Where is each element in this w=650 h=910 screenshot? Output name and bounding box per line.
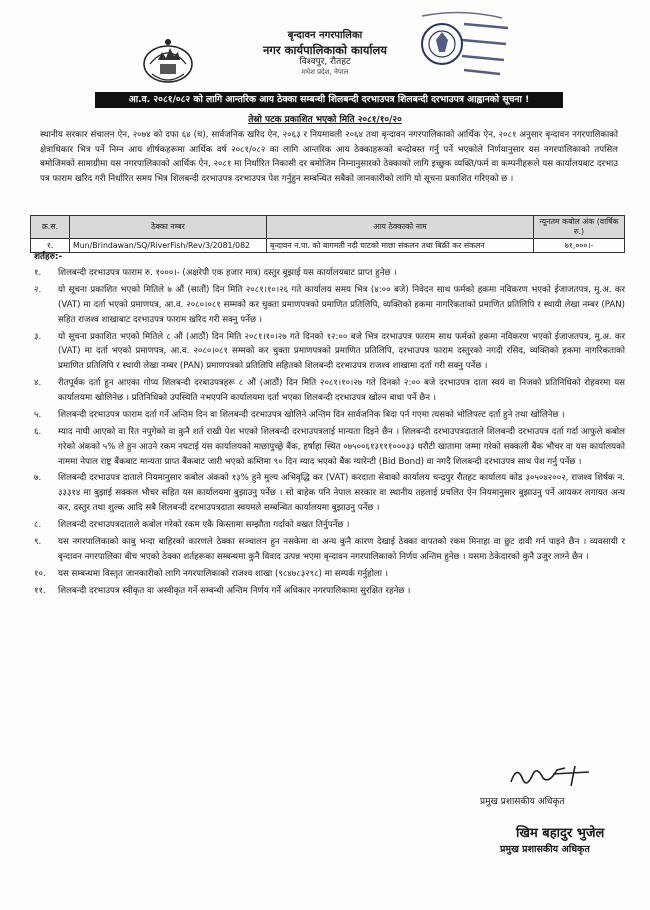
office-province: मधेश प्रदेश, नेपाल: [301, 68, 349, 77]
col-income-name: आय ठेक्काको नाम: [267, 216, 534, 239]
officer-name-stamp: खिम बहादुर भुजेल: [516, 826, 605, 841]
handwritten-signature-icon: [505, 760, 595, 790]
list-item: ९. यस नगरपालिकाको काबु भन्दा बाहिरको कारणले ठेक्का सञ्चालन हुन नसकेमा वा अन्य कुनै कारण देखाई ठेक्का वापतको रकम मिनाहा वा छुट दावी गर्न पाइने छैन । व्यवसायी र बृन्दावन नगरपालिका बीच भएको ठेक्का शर्तहरूका सम्बन्धमा कुनै विवाद उत्पन्न भएमा बृन्दावन नगरपालिकाको निर्णय अन्तिम हुनेछ । यसमा ठेकेदारको कुनै उजुर लाग्ने छैन ।: [34, 537, 625, 562]
table-row: [31, 239, 625, 253]
cell-sn: १.: [31, 239, 70, 253]
table-header-row: [31, 216, 625, 239]
list-item: १०. यस सम्बन्धमा विस्तृत जानकारीको लागि नगरपालिकाको राजश्व शाखा (९८४७८३२९८) मा सम्पर्क गर्नुहोला ।: [34, 568, 388, 579]
list-item: ८. शिलबन्दी दरभाउपत्रदाताले कबोल गरेको रकम एकै किस्तामा सम्झौता गर्दाको वखत तिर्नुपर्नेछ ।: [34, 520, 350, 531]
list-item: ३. यो सूचना प्रकाशित भएको मितिले ८ औं (आठौं) दिन मिति २०८१।१०।२७ गते दिनको १२:०० बजे भित्र दरभाउपत्र फाराम साथ फर्मको हकमा नविकरण भएको ईजाजतपत्र, मु.अ. कर (VAT) मा दर्ता भएको प्रमाणपत्र, आ.व. २०८०।०८१ सम्मको कर चुक्ता प्रमाणपत्रको प्रमाणित प्रतिलिपि, दरभाउपत्र फाराम दस्तुरको नगदी रसिद, व्यक्तिको हकमा नागरिकताको प्रमाणित प्रतिलिपि र स्थायी लेखा नम्बर (PAN) प्रमाणपत्रको प्रतिलिपि सहितको शिलबन्दी दरभाउपत्र राजश्व शाखामा दर्ता गरी सक्नु पर्नेछ ।: [34, 331, 625, 372]
col-tender-number: ठेक्का नम्बर: [70, 216, 267, 239]
notice-subtitle: तेस्रो पटक प्रकाशित भएको मिति २०८१/१०/२०: [248, 115, 402, 125]
terms-heading: शर्तहरु:-: [34, 252, 63, 262]
intro-paragraph: स्थानीय सरकार संचालन ऐन, २०७४ को दफा ६४ (च), सार्वजनिक खरिद ऐन, २०६३ र नियमावली २०६४ तथा बृन्दावन नगरपालिकाको आर्थिक ऐन, २०८१ अनुसार बृन्दावन नगरपालिकाको क्षेत्राधिकार भित्र पर्ने निम्न आय शीर्षकहरूमा आर्थिक वर्ष २०८१/०८२ का लागि आन्तरिक आय ठेक्काहरूको बन्दोबस्त गर्नु पर्ने भएकोले निर्णयानुसार यस नगरपालिकाको तपसिल बमोजिमको सामाग्रीमा यस नगरपालिकाको आर्थिक ऐन, २०८१ मा निर्धारित निकासी दर बमोजिम निम्नानुसारको ठेक्काको लागि इच्छुक व्यक्ति/फर्म वा कम्पनीहरूले यस कार्यालयबाट दरभाउ पत्र फाराम खरिद गरी निर्धारित समय भित्र शिलबन्दी दरभाउपत्र दरभाउपत्र पेश गर्नुहुन सम्बन्धित सबैको जानकारीको लागि यो सूचना प्रकाशित गरिएको छ ।: [40, 130, 618, 184]
list-item: ५. शिलबन्दी दरभाउपत्र फाराम दर्ता गर्ने अन्तिम दिन वा शिलबन्दी दरभाउपत्र खोलिने अन्तिम दिन सार्वजनिक बिदा पर्न गएमा त्यसको भोलिपल्ट दर्ता हुने तथा खोलिनेछ ।: [34, 409, 565, 420]
notice-title: आ.व. २०८१/०८२ को लागि आन्तरिक आय ठेक्का सम्बन्धी शिलबन्दी दरभाउपत्र शिलबन्दी दरभाउपत्र आह्वानको सूचना !: [95, 92, 563, 108]
col-sn: क्र.स.: [31, 216, 70, 239]
list-item: ६. म्याद नाघी आएको वा रित नपुगेको वा कुनै शर्त राखी पेश भएको शिलबन्दी दरभाउपत्रलाई मान्यता दिइने छैन । शिलबन्दी दरभाउपत्रदाताले शिलबन्दी दरभाउपत्र दर्ता गर्दा आफुले कबोल गरेको अंकको ५% ले हुन आउने रकम नघटाई यस कार्यालयको माछापुच्छ्रे बैंक, हर्षाहा स्थित ०७५००६१३१११०००३३ धरौटी खातामा जम्मा गरेको सक्कली बैंक भौचर वा यस कार्यालयको नाममा नेपाल राष्ट्र बैंकबाट मान्यता प्राप्त बैंकबाट जारी भएको कम्तिमा ९० दिन म्याद भएको बैंक ग्यारेन्टी (Bid Bond) वा नगदै शिलबन्दी दरभाउपत्र साथ पेश गर्नु पर्नेछ ।: [34, 426, 625, 467]
municipality-name: बृन्दावन नगरपालिका: [287, 30, 363, 41]
list-item: ७. शिलबन्दी दरभाउपत्र दाताले नियमानुसार कबोल अंकको १३% हुने मुल्य अभिवृद्धि कर (VAT) करदाता सेवाको कार्यालय चन्द्रपुर रौतहट कार्यालय कोड ३०५०४२००२, राजश्व शिर्षक न. ३३३१४ मा बुझाई सक्कल भौचर सहित यस कार्यालयमा बुझाउनु पर्नेछ । सो बाहेक पनि नेपाल सरकार वा स्थानीय तहलाई प्रचलित ऐन नियमानुसार बुझाउनु पर्ने आयकर लगायत अन्य कर, दस्तुर तथा शुल्क आदि सबै शिलबन्दी दरभाउपत्रदाता स्वयमले सम्बन्धित कार्यालयमा बुझाउनु पर्नेछ ।: [34, 473, 625, 514]
office-name: नगर कार्यपालिकाको कार्यालय: [263, 42, 387, 57]
cell-income-name: बृन्दावन न.पा. को बागमती नदी घाटको माछा संकलन तथा बिक्री कर संकलन: [267, 239, 534, 253]
office-location: विश्वपुर, रौतहट: [299, 56, 351, 67]
officer-title-stamp: प्रमुख प्रशासकीय अधिकृत: [500, 844, 590, 855]
signature-title: प्रमुख प्रशासकीय अधिकृत: [480, 797, 565, 807]
cell-tender-number: Mun/Brindawan/SQ/RiverFish/Rev/3/2081/082: [70, 239, 267, 253]
list-item: ११. शिलबन्दी दरभाउपत्र स्वीकृत वा अस्वीकृत गर्ने सम्बन्धी अन्तिम निर्णय गर्ने अधिकार नगरपालिकामा सुरक्षित रहनेछ ।: [34, 585, 411, 596]
office-header: [250, 30, 400, 77]
col-min-bid: न्यूनतम कबोल अंक (वार्षिक रु.): [534, 216, 625, 239]
terms-list: [30, 266, 625, 601]
cell-min-bid: ७१,०००।-: [534, 239, 625, 253]
nepal-emblem-icon: [140, 34, 196, 86]
list-item: २. यो सूचना प्रकाशित भएको मितिले ७ औं (सातौं) दिन मिति २०८१।१०।२६ गते कार्यालय समय भित्र (४:०० बजे) निवेदन साथ फर्मको हकमा नविकरण भएको ईजाजतपत्र, मु.अ. कर (VAT) मा दर्ता भएको प्रमाणपत्र, आ.व. २०८०।०८१ सम्मको कर चुक्ता प्रमाणपत्रको प्रमाणित प्रतिलिपि, व्यक्तिको हकमा नागरिकताको प्रमाणित प्रतिलिपि र स्थायी लेखा नम्बर (PAN) सहित राजश्व शाखाबाट दरभाउपत्र फाराम खरिद गरी सक्नु पर्नेछ ।: [34, 284, 625, 325]
official-stamp-icon: [412, 10, 512, 82]
list-item: १. शिलबन्दी दरभाउपत्र फाराम रु. १०००।- (अक्षरेपी एक हजार मात्र) दस्तुर बुझाई यस कार्यालयबाट प्राप्त हुनेछ ।: [34, 268, 397, 278]
tender-table: [30, 215, 625, 253]
list-item: ४. रीतपूर्वक दर्ता हुन आएका गोप्य शिलबन्दी दरबाउपत्रहरू ८ औं (आठौं) दिन मिति २०८१।१०।२७ गते दिनको २:०० बजे दरभाउपत्र दाता स्वयं वा निजको प्रतिनिधिको रोहवरमा यस कार्यालयमा खोलिनेछ । प्रतिनिधिको उपस्थिति नभएपनि कार्यालयमा दर्ता भएका शिलबन्दी दरभाउपत्र खोल्न बाधा पर्ने छैन ।: [34, 378, 625, 403]
